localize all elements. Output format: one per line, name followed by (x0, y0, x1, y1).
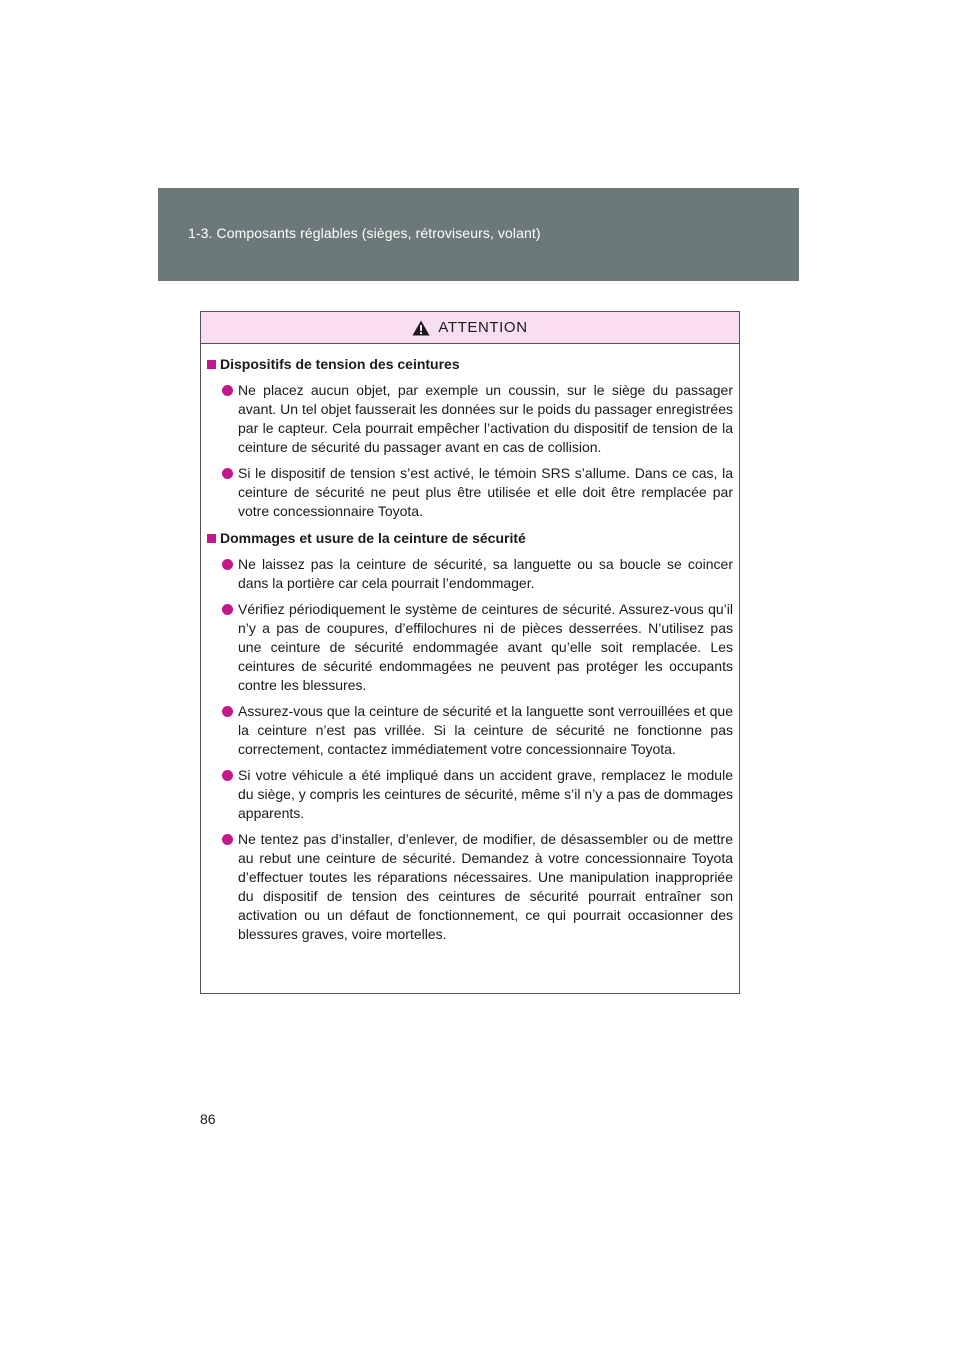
attention-body (201, 344, 739, 944)
list-item (207, 702, 733, 759)
list-item (207, 766, 733, 823)
list-item (207, 381, 733, 457)
attention-box (200, 311, 740, 994)
section-heading (207, 355, 733, 374)
list-item-text: Ne laissez pas la ceinture de sécurité, sa languette ou sa boucle se coincer dans la portière car cela pourrait l’endommager. (238, 556, 733, 591)
section-heading-text: Dispositifs de tension des ceintures (220, 356, 460, 372)
circle-bullet-icon (222, 770, 233, 781)
list-item-text: Si votre véhicule a été impliqué dans un accident grave, remplacez le module du siège, y compris les ceintures de sécurité, même s’il n’y a pas de dommages apparents. (238, 767, 733, 821)
list-item-text: Assurez-vous que la ceinture de sécurité et la languette sont verrouillées et que la ceinture n’est pas vrillée. Si la ceinture de sécurité ne fonctionne pas correctement, contactez immédiatement votre concessionnaire Toyota. (238, 703, 733, 757)
list-item (207, 600, 733, 695)
circle-bullet-icon (222, 468, 233, 479)
list-item (207, 464, 733, 521)
circle-bullet-icon (222, 834, 233, 845)
list-item-text: Ne placez aucun objet, par exemple un coussin, sur le siège du passager avant. Un tel objet fausserait les données sur le poids du passager enregistrées par le capteur. Cela pourrait empêcher l’activation du dispositif de tension de la ceinture de sécurité du passager avant en cas de collision. (238, 382, 733, 455)
circle-bullet-icon (222, 385, 233, 396)
section-tensioners (207, 355, 733, 521)
square-bullet-icon (207, 360, 216, 369)
list-item (207, 555, 733, 593)
section-heading (207, 529, 733, 548)
chapter-title: 1-3. Composants réglables (sièges, rétroviseurs, volant) (188, 225, 541, 241)
section-damage-wear (207, 529, 733, 944)
attention-header (201, 312, 739, 344)
circle-bullet-icon (222, 604, 233, 615)
square-bullet-icon (207, 534, 216, 543)
chapter-header-band (158, 188, 799, 281)
page-number: 86 (200, 1111, 216, 1127)
list-item-text: Si le dispositif de tension s’est activé, le témoin SRS s’allume. Dans ce cas, la ceinture de sécurité ne peut plus être utilisée et elle doit être remplacée par votre concessionnaire Toyota. (238, 465, 733, 519)
circle-bullet-icon (222, 706, 233, 717)
circle-bullet-icon (222, 559, 233, 570)
section-heading-text: Dommages et usure de la ceinture de sécurité (220, 530, 526, 546)
warning-triangle-icon (412, 320, 430, 336)
list-item (207, 830, 733, 944)
attention-title: ATTENTION (438, 319, 528, 336)
list-item-text: Vérifiez périodiquement le système de ceintures de sécurité. Assurez-vous qu’il n’y a pas de coupures, d’effilochures ni de pièces desserrées. N’utilisez pas une ceinture de sécurité endommagée avant qu’elle soit remplacée. Les ceintures de sécurité endommagées ne peuvent pas protéger les occupants contre les blessures. (238, 601, 733, 693)
list-item-text: Ne tentez pas d’installer, d’enlever, de modifier, de désassembler ou de mettre au rebut une ceinture de sécurité. Demandez à votre concessionnaire Toyota d’effectuer toutes les réparations nécessaires. Une manipulation inappropriée du dispositif de tension des ceintures de sécurité pourrait entraîner son activation ou un défaut de fonctionnement, ce qui pourrait occasionner des blessures graves, voire mortelles. (238, 831, 733, 942)
